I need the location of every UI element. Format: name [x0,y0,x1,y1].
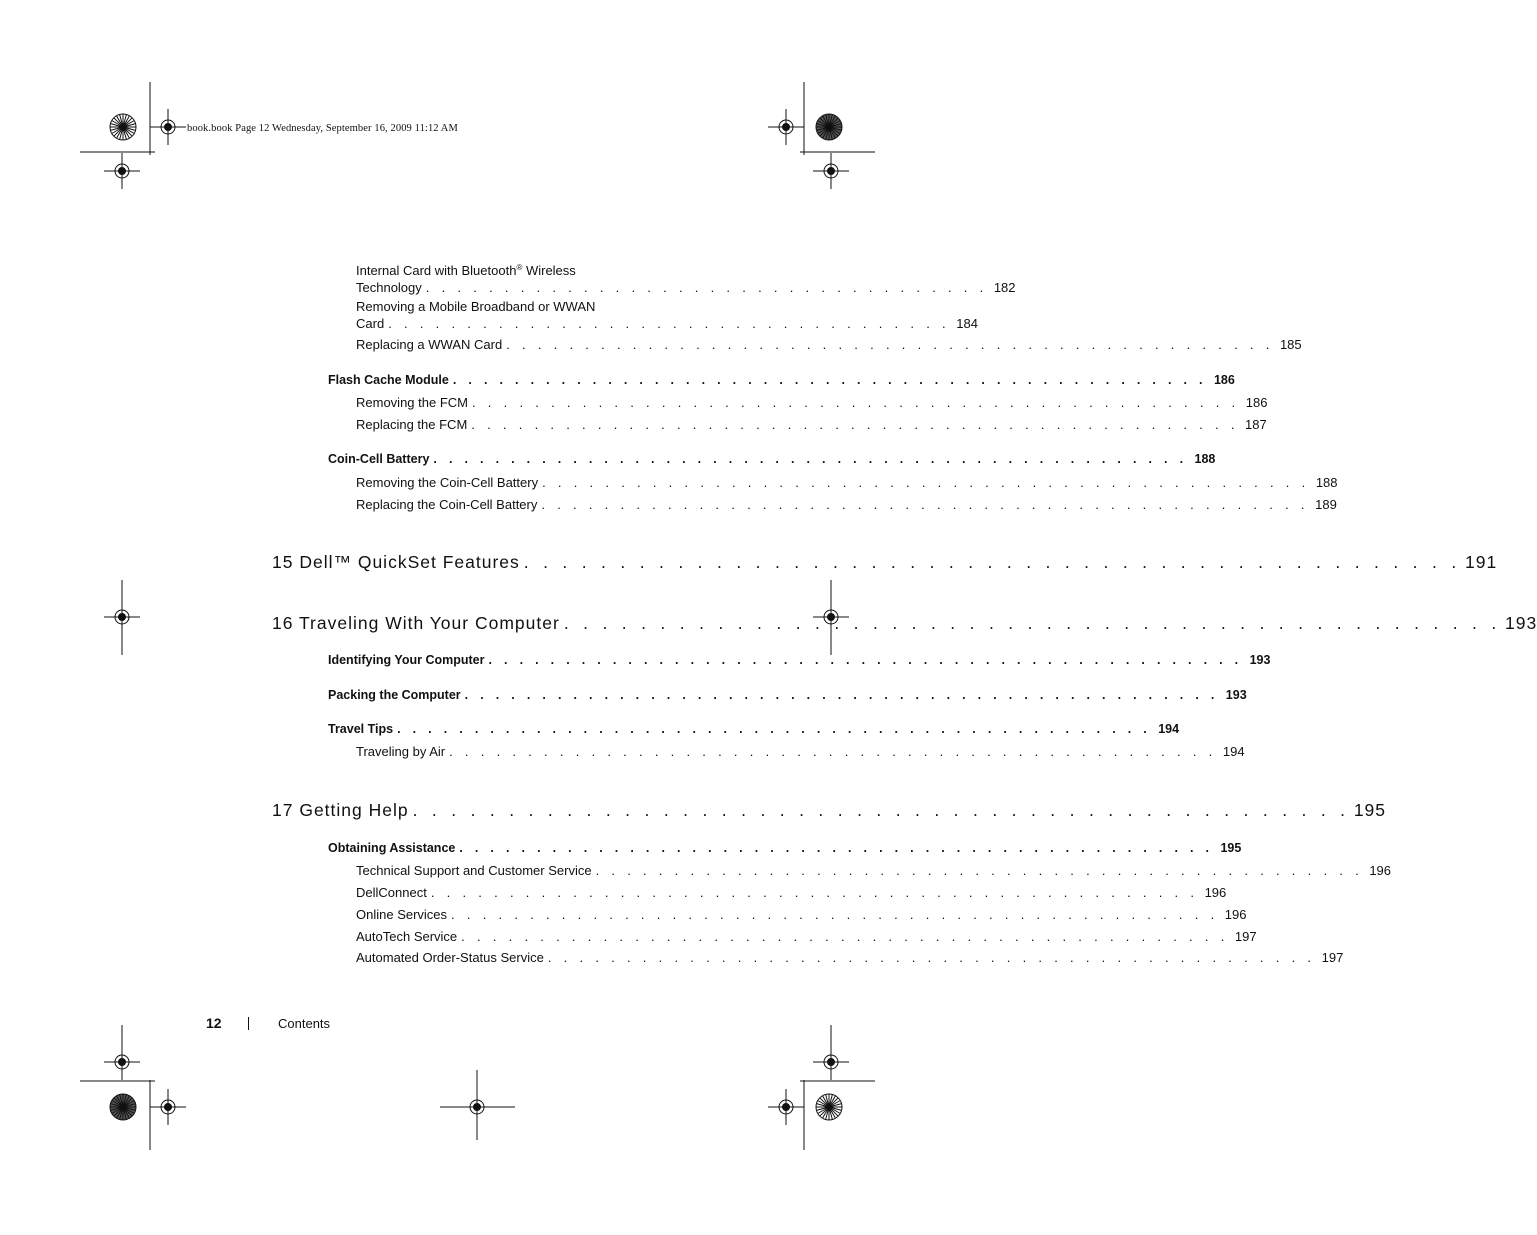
dot-leader: . . . . . . . . . . . . . . . . . . . . . . . . . . . . . . . . . . . . . . . . . . . . . . . . . [471,395,1240,410]
entry-page: 185 [1279,337,1302,352]
entry-page: 195 [1353,800,1387,820]
dot-leader: . . . . . . . . . . . . . . . . . . . . . . . . . . . . . . . . . . . . . . . . . . . . . . . . . [523,552,1461,572]
dot-leader: . . . . . . . . . . . . . . . . . . . . . . . . . . . . . . . . . . . . [388,316,950,331]
toc-entry[interactable] [328,687,1247,703]
entry-title: Obtaining Assistance [328,841,456,855]
entry-title: Automated Order-Status Service [356,950,544,965]
entry-title: 15 Dell™ QuickSet Features [272,552,520,572]
entry-page: 188 [1194,452,1216,466]
toc-entry[interactable] [356,497,1337,513]
dot-leader: . . . . . . . . . . . . . . . . . . . . . . . . . . . . . . . . . . . . . . . . . . . . . . . . . [595,863,1364,878]
entry-title: Online Services [356,907,448,922]
toc-chapter-entry[interactable] [272,800,1387,820]
entry-page: 187 [1245,417,1267,432]
entry-title: Identifying Your Computer [328,653,485,667]
toc-entry[interactable] [328,451,1216,467]
entry-title: Coin-Cell Battery [328,452,430,466]
entry-title: Replacing the FCM [356,417,468,432]
page-number: 12 [206,1015,222,1031]
entry-page: 196 [1224,907,1247,922]
entry-title: 17 Getting Help [272,800,409,820]
entry-page: 195 [1220,841,1242,855]
dot-leader: . . . . . . . . . . . . . . . . . . . . . . . . . . . . . . . . . . . . . . . . . . . . . . . . . [449,744,1217,759]
toc-entry[interactable] [356,950,1344,966]
footer-divider [248,1017,249,1030]
entry-page: 184 [956,316,978,331]
dot-leader: . . . . . . . . . . . . . . . . . . . . . . . . . . . . . . . . . . . . . . . . . . . . . . . . . [451,907,1219,922]
dot-leader: . . . . . . . . . . . . . . . . . . . . . . . . . . . . . . . . . . . . [425,280,988,295]
dot-leader: . . . . . . . . . . . . . . . . . . . . . . . . . . . . . . . . . . . . . . . . . . . . . . . . . [452,373,1207,387]
entry-title: Card [356,316,385,331]
toc-entry[interactable] [328,372,1235,388]
toc-entry[interactable] [356,395,1268,411]
entry-page: 194 [1158,722,1180,736]
entry-title: Traveling by Air [356,744,446,759]
toc-chapter-entry[interactable] [272,613,1537,633]
entry-title: Technology [356,280,422,295]
dot-leader: . . . . . . . . . . . . . . . . . . . . . . . . . . . . . . . . . . . . . . . . . . . . . . . . . [397,722,1152,736]
print-header: book.book Page 12 Wednesday, September 16, 2009 11:12 AM [187,123,458,134]
entry-title: Replacing the Coin-Cell Battery [356,497,538,512]
entry-page: 182 [993,280,1016,295]
entry-page: 196 [1369,863,1392,878]
entry-page: 188 [1315,475,1338,490]
dot-leader: . . . . . . . . . . . . . . . . . . . . . . . . . . . . . . . . . . . . . . . . . . . . . . . . . [471,417,1239,432]
entry-page: 186 [1245,395,1268,410]
entry-title: Internal Card with Bluetooth [356,263,517,278]
dot-leader: . . . . . . . . . . . . . . . . . . . . . . . . . . . . . . . . . . . . . . . . . . . . . . . . . [459,841,1214,855]
dot-leader: . . . . . . . . . . . . . . . . . . . . . . . . . . . . . . . . . . . . . . . . . . . . . . . . . [412,800,1350,820]
registered-mark: ® [516,263,523,272]
dot-leader: . . . . . . . . . . . . . . . . . . . . . . . . . . . . . . . . . . . . . . . . . . . . . . . . . [547,950,1316,965]
entry-title: 16 Traveling With Your Computer [272,613,560,633]
toc-entry[interactable] [356,337,1302,353]
entry-title: DellConnect [356,885,427,900]
entry-title: Removing the Coin-Cell Battery [356,475,539,490]
toc-entry[interactable] [356,475,1338,491]
entry-title: Technical Support and Customer Service [356,863,592,878]
toc-chapter-entry[interactable] [272,552,1498,572]
toc-entry[interactable] [328,721,1180,737]
toc-entry[interactable] [356,907,1247,923]
entry-title: Travel Tips [328,722,394,736]
entry-page: 191 [1464,552,1498,572]
entry-page: 193 [1249,653,1271,667]
toc-entry[interactable] [356,417,1267,433]
toc-entry[interactable] [328,840,1242,856]
toc-entry[interactable] [356,744,1245,760]
entry-page: 197 [1321,950,1344,965]
dot-leader: . . . . . . . . . . . . . . . . . . . . . . . . . . . . . . . . . . . . . . . . . . . . . . . . . [488,653,1243,667]
entry-title: Replacing a WWAN Card [356,337,503,352]
entry-page: 196 [1204,885,1227,900]
toc-entry[interactable] [356,885,1227,901]
toc-entry[interactable] [356,259,1016,296]
entry-page: 197 [1234,929,1257,944]
toc-entry[interactable] [356,863,1392,879]
toc-entry[interactable] [356,929,1257,945]
toc-entry[interactable] [328,652,1271,668]
toc-entry[interactable] [356,298,978,332]
entry-page: 189 [1315,497,1337,512]
entry-page: 186 [1213,373,1235,387]
dot-leader: . . . . . . . . . . . . . . . . . . . . . . . . . . . . . . . . . . . . . . . . . . . . . . . . . [541,497,1309,512]
dot-leader: . . . . . . . . . . . . . . . . . . . . . . . . . . . . . . . . . . . . . . . . . . . . . . . . . [464,688,1219,702]
entry-page: 194 [1222,744,1245,759]
dot-leader: . . . . . . . . . . . . . . . . . . . . . . . . . . . . . . . . . . . . . . . . . . . . . . . . . [506,337,1274,352]
footer-section: Contents [278,1016,331,1031]
entry-title-end: Wireless [522,263,576,278]
entry-title: AutoTech Service [356,929,458,944]
entry-title: Removing the FCM [356,395,468,410]
dot-leader: . . . . . . . . . . . . . . . . . . . . . . . . . . . . . . . . . . . . . . . . . . . . . . . . . [433,452,1188,466]
entry-page: 193 [1505,613,1537,633]
entry-title: Flash Cache Module [328,373,449,387]
dot-leader: . . . . . . . . . . . . . . . . . . . . . . . . . . . . . . . . . . . . . . . . . . . . . . . . . [461,929,1229,944]
entry-title: Removing a Mobile Broadband or WWAN [356,299,596,314]
entry-page: 193 [1225,688,1247,702]
dot-leader: . . . . . . . . . . . . . . . . . . . . . . . . . . . . . . . . . . . . . . . . . . . . . . . . . [430,885,1199,900]
entry-title: Packing the Computer [328,688,461,702]
dot-leader: . . . . . . . . . . . . . . . . . . . . . . . . . . . . . . . . . . . . . . . . . . . . . . . . . [563,613,1502,633]
dot-leader: . . . . . . . . . . . . . . . . . . . . . . . . . . . . . . . . . . . . . . . . . . . . . . . . . [542,475,1310,490]
